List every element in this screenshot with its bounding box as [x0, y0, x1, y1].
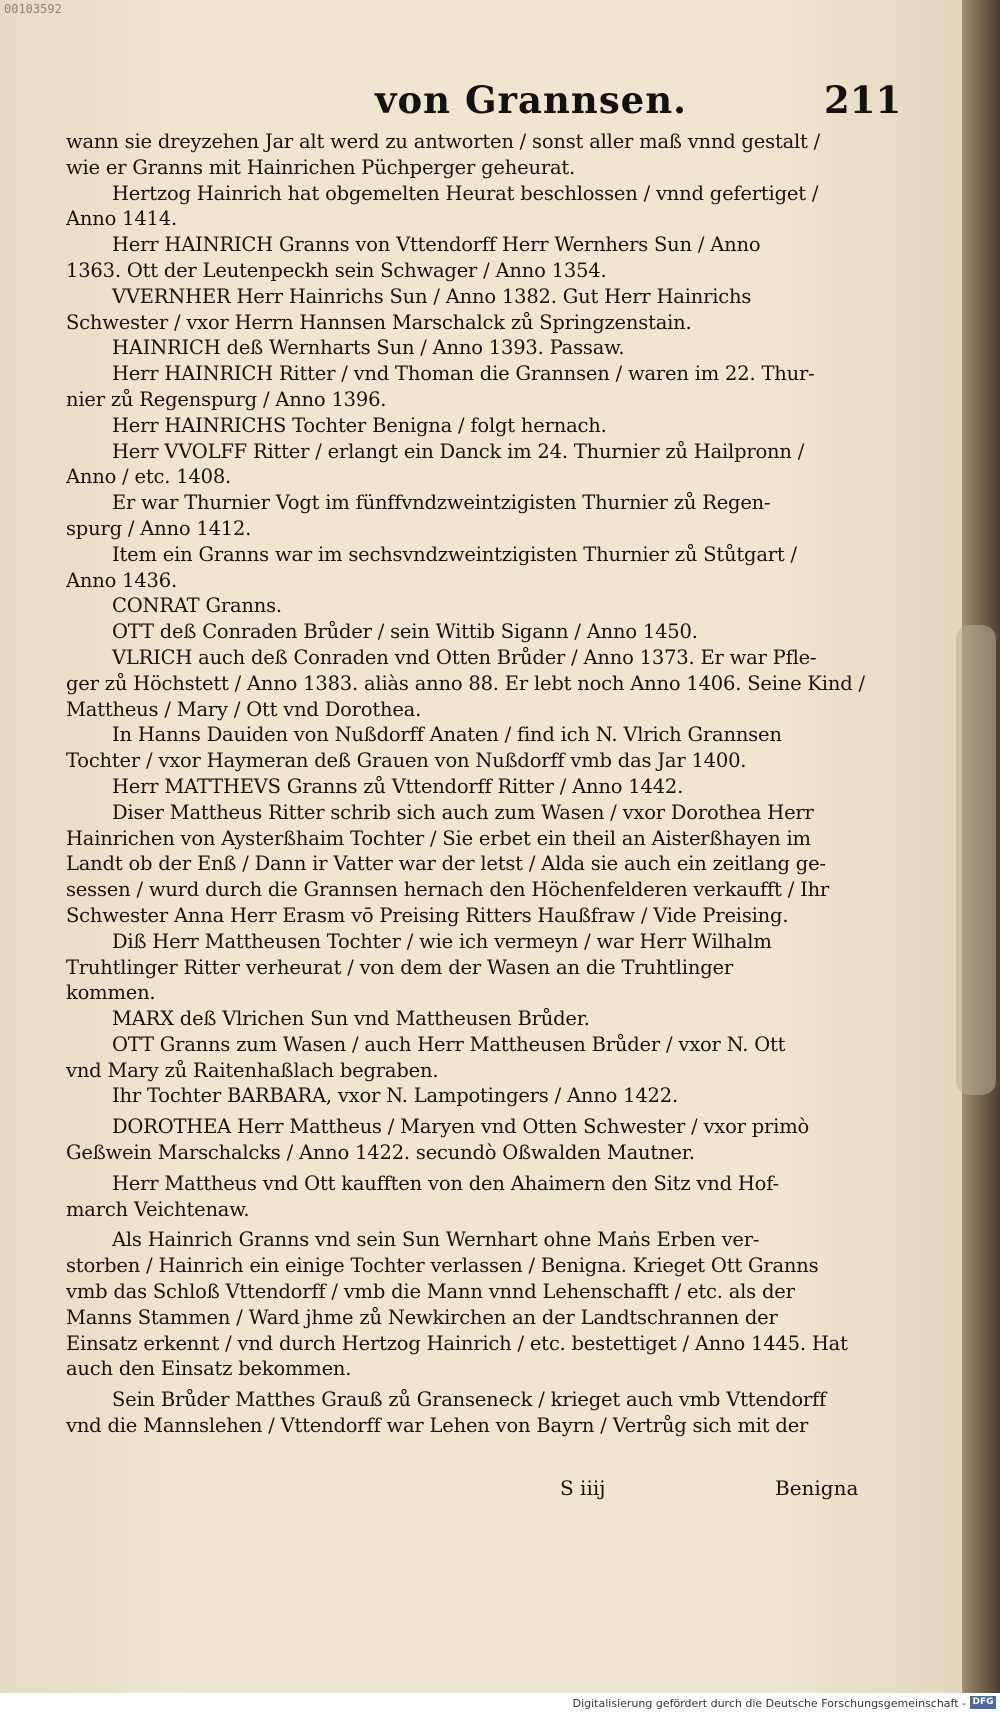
- page-tab: [956, 625, 996, 1095]
- text-line: auch den Einsatz bekommen.: [66, 1357, 352, 1381]
- text-line: Truhtlinger Ritter verheurat / von dem der Wasen an die Truhtlinger: [66, 955, 733, 979]
- text-line: MARX deß Vlrichen Sun vnd Mattheusen Brůder.: [112, 1007, 590, 1031]
- body-text: [66, 129, 876, 1439]
- text-line: Hertzog Hainrich hat obgemelten Heurat beschlossen / vnnd gefertiget /: [112, 181, 819, 205]
- text-line: Manns Stammen / Ward jhme zů Newkirchen an der Landtschrannen der: [66, 1305, 778, 1329]
- text-line: sessen / wurd durch die Grannsen hernach den Höchenfelderen verkaufft / Ihr: [66, 878, 830, 902]
- text-line: Er war Thurnier Vogt im fünffvndzweintzigisten Thurnier zů Regen-: [112, 491, 771, 515]
- text-line: Herr HAINRICHS Tochter Benigna / folgt hernach.: [112, 413, 607, 437]
- text-line: vmb das Schloß Vttendorff / vmb die Mann vnnd Lehenschafft / etc. als der: [66, 1280, 795, 1304]
- text-line: vnd die Mannslehen / Vttendorff war Lehen von Bayrn / Vertrůg sich mit der: [66, 1414, 809, 1438]
- text-line: vnd Mary zů Raitenhaßlach begraben.: [66, 1058, 439, 1082]
- text-line: CONRAT Granns.: [112, 594, 282, 618]
- text-line: spurg / Anno 1412.: [66, 516, 252, 540]
- text-line: VLRICH auch deß Conraden vnd Otten Brůder / Anno 1373. Er war Pfle-: [112, 645, 817, 669]
- text-line: Landt ob der Enß / Dann ir Vatter war der letst / Alda sie auch ein zeitlang ge-: [66, 852, 826, 876]
- text-line: Anno / etc. 1408.: [66, 465, 232, 489]
- text-line: OTT Granns zum Wasen / auch Herr Mattheusen Brůder / vxor N. Ott: [112, 1032, 786, 1056]
- text-line: wann sie dreyzehen Jar alt werd zu antworten / sonst aller maß vnnd gestalt /: [66, 130, 821, 153]
- text-line: VVERNHER Herr Hainrichs Sun / Anno 1382. Gut Herr Hainrichs: [112, 284, 752, 308]
- catchword: Benigna: [775, 1476, 859, 1500]
- signature-mark: S iiij: [560, 1476, 606, 1500]
- text-line: wie er Granns mit Hainrichen Püchperger geheurat.: [66, 155, 576, 179]
- text-line: Herr HAINRICH Granns von Vttendorff Herr Wernhers Sun / Anno: [112, 233, 761, 257]
- text-line: Als Hainrich Granns vnd sein Sun Wernhart ohne Maṅs Erben ver-: [112, 1228, 760, 1252]
- text-line: HAINRICH deß Wernharts Sun / Anno 1393. Passaw.: [112, 336, 625, 360]
- text-line: Schwester / vxor Herrn Hannsen Marschalck zů Springzenstain.: [66, 310, 692, 334]
- text-line: Herr Mattheus vnd Ott kaufften von den Ahaimern den Sitz vnd Hof-: [112, 1171, 779, 1195]
- text-line: kommen.: [66, 981, 156, 1005]
- text-line: 1363. Ott der Leutenpeckh sein Schwager / Anno 1354.: [66, 258, 607, 282]
- text-line: storben / Hainrich ein einige Tochter verlassen / Benigna. Krieget Ott Granns: [66, 1254, 819, 1278]
- text-line: ger zů Höchstett / Anno 1383. aliàs anno 88. Er lebt noch Anno 1406. Seine Kind /: [66, 671, 865, 695]
- text-line: Herr MATTHEVS Granns zů Vttendorff Ritter / Anno 1442.: [112, 774, 684, 798]
- text-line: Diß Herr Mattheusen Tochter / wie ich vermeyn / war Herr Wilhalm: [112, 929, 772, 953]
- text-line: nier zů Regenspurg / Anno 1396.: [66, 387, 387, 411]
- text-line: march Veichtenaw.: [66, 1197, 250, 1221]
- funding-credit: Digitalisierung gefördert durch die Deutsche Forschungsgemeinschaft -: [572, 1697, 966, 1710]
- text-line: Schwester Anna Herr Erasm vō Preising Ritters Haußfraw / Vide Preising.: [66, 903, 789, 927]
- text-line: Anno 1436.: [66, 568, 177, 592]
- text-line: Sein Brůder Matthes Grauß zů Granseneck / krieget auch vmb Vttendorff: [112, 1388, 827, 1412]
- folio-number: 211: [824, 78, 902, 122]
- text-line: Tochter / vxor Haymeran deß Grauen von Nußdorff vmb das Jar 1400.: [66, 749, 747, 773]
- text-line: Einsatz erkennt / vnd durch Hertzog Hainrich / etc. bestettiget / Anno 1445. Hat: [66, 1331, 848, 1355]
- text-line: OTT deß Conraden Brůder / sein Wittib Sigann / Anno 1450.: [112, 620, 698, 644]
- dfg-logo-icon: DFG: [970, 1696, 996, 1709]
- text-line: Anno 1414.: [66, 207, 177, 231]
- text-line: Hainrichen von Aysterßhaim Tochter / Sie erbet ein theil an Aisterßhayen im: [66, 826, 811, 850]
- text-line: Diser Mattheus Ritter schrib sich auch zum Wasen / vxor Dorothea Herr: [112, 800, 814, 824]
- text-line: Herr VVOLFF Ritter / erlangt ein Danck im 24. Thurnier zů Hailpronn /: [112, 439, 805, 463]
- text-line: Herr HAINRICH Ritter / vnd Thoman die Grannsen / waren im 22. Thur-: [112, 362, 815, 386]
- text-line: Mattheus / Mary / Ott vnd Dorothea.: [66, 697, 422, 721]
- text-line: Geßwein Marschalcks / Anno 1422. secundò Oßwalden Mautner.: [66, 1141, 695, 1165]
- text-line: In Hanns Dauiden von Nußdorff Anaten / find ich N. Vlrich Grannsen: [112, 723, 782, 747]
- scan-id: 00103592: [4, 2, 62, 16]
- text-line: Ihr Tochter BARBARA, vxor N. Lampotingers / Anno 1422.: [112, 1084, 678, 1108]
- running-title: von Grannsen.: [375, 78, 687, 122]
- text-line: DOROTHEA Herr Mattheus / Maryen vnd Otten Schwester / vxor primò: [112, 1115, 810, 1139]
- text-line: Item ein Granns war im sechsvndzweintzigisten Thurnier zů Stůtgart /: [112, 542, 797, 566]
